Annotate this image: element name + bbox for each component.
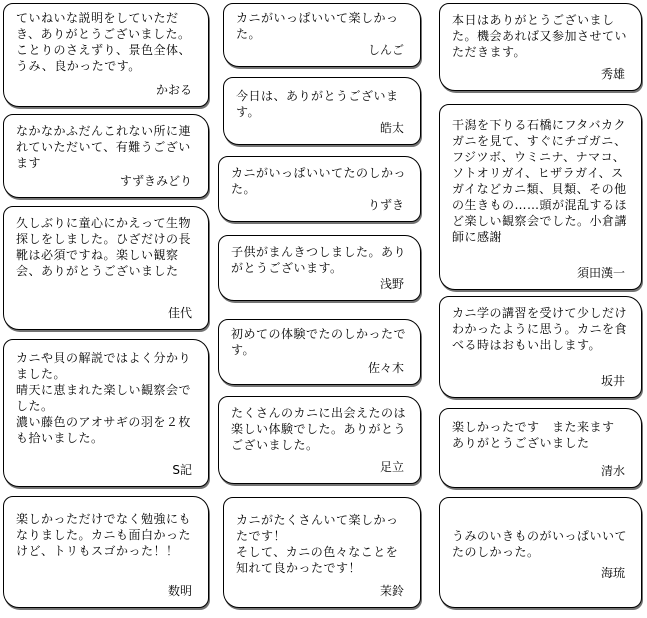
comment-text: 今日は、ありがとうございます。	[236, 89, 399, 119]
comment-author: 坂井	[600, 374, 625, 388]
comment-card	[3, 206, 209, 330]
comment-card	[439, 104, 642, 290]
comment-text: カニや貝の解説ではよく分かりました。 晴天に恵まれた楽しい観察会でした。 濃い藤色のアオサギの羽を２枚も拾いました。	[16, 351, 192, 445]
comment-author: S記	[172, 463, 192, 477]
comment-card	[439, 3, 642, 91]
comment-author: 茉鈴	[379, 584, 404, 598]
comment-author: 浅野	[379, 277, 404, 291]
comment-author: しんご	[367, 43, 404, 57]
comment-card	[223, 497, 421, 608]
comment-text: ていねいな説明をしていただき、ありがとうございました。ことりのさえずり、景色全体、うみ、良かったです。	[16, 11, 192, 73]
comment-text: なかなかふだんこれない所に連れていただいて、有難うございます	[16, 124, 192, 170]
comment-text: 楽しかったです また来ます ありがとうございました	[452, 420, 615, 450]
comment-card	[3, 114, 209, 198]
comment-text: たくさんのカニに出会えたのは楽しい体験でした。ありがとうございました。	[231, 406, 407, 452]
comment-author: 清水	[600, 464, 625, 478]
comment-text: 楽しかっただけでなく勉強にもなりました。カニも面白かったけど、トリもスゴかった！！	[16, 512, 192, 558]
comment-author: 皓太	[379, 121, 404, 135]
comment-card	[439, 408, 642, 488]
comment-text: 本日はありがとうございました。機会あれば又参加させていただきます。	[452, 13, 628, 59]
comment-card	[439, 296, 642, 398]
comment-card	[218, 396, 421, 484]
comment-card	[3, 339, 209, 487]
comment-card	[3, 3, 209, 107]
comment-text: 子供がまんきつしました。ありがとうございます。	[231, 245, 407, 275]
comment-author: 足立	[379, 460, 404, 474]
comment-author: りずき	[367, 198, 404, 212]
comment-text: うみのいきものがいっぱいいてたのしかった。	[452, 529, 628, 559]
comment-card	[223, 77, 421, 145]
comment-text: カニがたくさんいて楽しかったです！ そして、カニの色々なことを知れて良かったです！	[236, 513, 399, 575]
comment-author: 秀雄	[600, 67, 625, 81]
comment-author: 数明	[167, 584, 192, 598]
comment-author: すずきみどり	[119, 174, 192, 188]
comment-card	[218, 156, 421, 222]
comment-text: カニがいっぱいいて楽しかった。	[236, 11, 399, 41]
comment-text: カニ学の講習を受けて少しだけわかったように思う。カニを食べる時はおもい出します。	[452, 306, 628, 352]
comment-text: カニがいっぱいいてたのしかった。	[231, 166, 407, 196]
comment-card	[223, 3, 421, 67]
comment-card	[439, 497, 642, 608]
comment-text: 久しぶりに童心にかえって生物探しをしました。ひざだけの長靴は必須ですね。楽しい観察会、ありがとうございました	[16, 216, 192, 278]
comment-author: 海琉	[600, 566, 625, 580]
comment-author: 佐々木	[367, 361, 404, 375]
comment-text: 初めての体験でたのしかったです。	[231, 327, 407, 357]
comment-author: かおる	[155, 83, 192, 97]
comment-text: 干潟を下りる石橋にフタバカクガニを見て、すぐにチゴガニ、フジツボ、ウミニナ、ナマコ、ソトオリガイ、ヒザラガイ、スガイなどカニ類、貝類、その他の生きもの……頭が混乱するほど楽しい観察会でした。小倉講師に感謝	[452, 118, 628, 244]
comment-author: 佳代	[167, 306, 192, 320]
comment-card	[218, 319, 421, 385]
comment-author: 須田漢一	[576, 266, 625, 280]
comment-card	[218, 235, 421, 301]
comment-card	[3, 496, 209, 608]
